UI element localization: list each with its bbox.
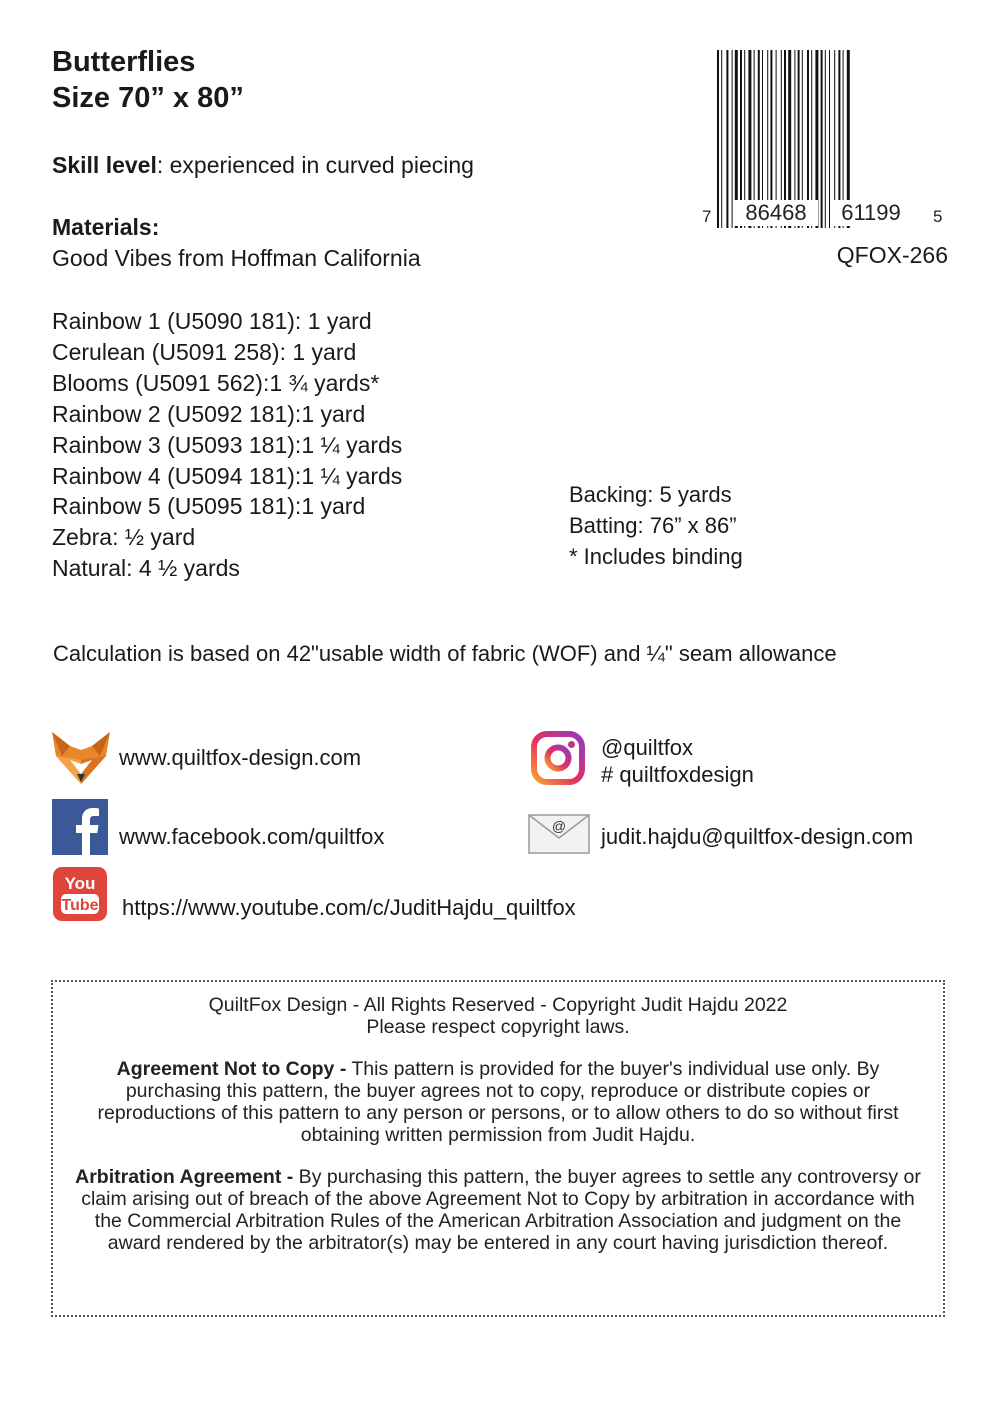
fabric-item: Blooms (U5091 562):1 ¾ yards*	[52, 369, 380, 396]
agreement-not-to-copy	[71, 1058, 925, 1146]
barcode-bar	[821, 50, 823, 228]
fabric-item: Rainbow 2 (U5092 181):1 yard	[52, 400, 366, 427]
instagram-hashtag[interactable]: # quiltfoxdesign	[601, 762, 754, 787]
barcode-group-two: 61199	[841, 200, 901, 225]
barcode	[700, 48, 948, 238]
instagram-handle[interactable]: @quiltfox	[601, 735, 694, 760]
barcode-bar	[732, 50, 733, 228]
fox-logo-icon	[52, 730, 108, 786]
barcode-bar	[721, 50, 722, 228]
barcode-bar	[825, 50, 826, 228]
barcode-bar	[829, 50, 830, 228]
barcode-digit-right: 5	[933, 207, 943, 226]
barcode-graphic	[700, 48, 948, 238]
website-link[interactable]: www.quiltfox-design.com	[119, 745, 362, 770]
product-sku: QFOX-266	[836, 242, 948, 268]
arbitration-text: By purchasing this pattern, the buyer agrees to settle any controversy or claim arising out of breach of the above Agreement Not to Copy by arbitration in accordance with the Commercial Arbitration Rules of the American Arbitration Association and judgment on the award rendered by the arbitrator(s) may be entered in any court having jurisdiction thereof.	[81, 1166, 921, 1254]
calculation-note: Calculation is based on 42"usable width of fabric (WOF) and ¼" seam allowance	[53, 641, 837, 666]
copyright-line: QuiltFox Design - All Rights Reserved - Copyright Judit Hajdu 2022	[208, 994, 788, 1016]
barcode-bar	[726, 50, 728, 228]
fabric-item: Natural: 4 ½ yards	[52, 555, 240, 582]
materials-heading: Materials:	[52, 214, 160, 240]
barcode-digit-left: 7	[702, 207, 712, 226]
email-icon	[528, 814, 590, 854]
skill-level-label: Skill level	[52, 152, 157, 178]
barcode-bar	[717, 50, 719, 228]
binding-note: * Includes binding	[569, 543, 743, 569]
skill-level-value: : experienced in curved piecing	[156, 152, 474, 178]
youtube-icon-top-text: You	[64, 874, 96, 893]
pattern-title: Butterflies	[52, 46, 196, 78]
backing-note: Backing: 5 yards	[569, 482, 732, 507]
copyright-respect-line: Please respect copyright laws.	[366, 1016, 630, 1038]
backing-batting-notes	[569, 480, 743, 573]
arbitration-agreement	[71, 1166, 925, 1254]
facebook-link[interactable]: www.facebook.com/quiltfox	[119, 824, 385, 849]
skill-level	[52, 152, 474, 179]
pattern-title-block	[52, 44, 244, 116]
fabric-item: Rainbow 3 (U5093 181):1 ¼ yards	[52, 431, 403, 458]
fabric-item: Zebra: ½ yard	[52, 524, 196, 551]
fabric-item: Cerulean (U5091 258): 1 yard	[52, 338, 357, 365]
barcode-group-one: 86468	[745, 200, 807, 225]
copyright-notice-box	[51, 980, 945, 1317]
email-link[interactable]: judit.hajdu@quiltfox-design.com	[601, 824, 914, 849]
pattern-size: Size 70” x 80”	[52, 82, 244, 114]
fabric-item: Rainbow 5 (U5095 181):1 yard	[52, 493, 366, 520]
arbitration-title: Arbitration Agreement -	[75, 1166, 294, 1188]
fabric-list	[52, 306, 402, 584]
fabric-item: Rainbow 4 (U5094 181):1 ¼ yards	[52, 462, 403, 489]
youtube-icon-bottom-text: Tube	[61, 897, 99, 914]
fabric-collection: Good Vibes from Hoffman California	[52, 245, 421, 271]
agreement-title: Agreement Not to Copy -	[116, 1058, 347, 1080]
email-icon-symbol: @	[551, 818, 567, 834]
instagram-icon	[530, 730, 586, 786]
fabric-item: Rainbow 1 (U5090 181): 1 yard	[52, 308, 372, 334]
youtube-icon	[52, 866, 108, 922]
youtube-link[interactable]: https://www.youtube.com/c/JuditHajdu_quiltfox	[122, 895, 576, 920]
facebook-icon	[52, 799, 108, 855]
agreement-text: This pattern is provided for the buyer's individual use only. By purchasing this pattern, the buyer agrees not to copy, reproduce or distribute copies or reproductions of this pattern to any person or persons, or to allow others to do so without first obtaining written permission from Judit Hajdu.	[97, 1058, 899, 1146]
batting-note: Batting: 76” x 86”	[569, 512, 737, 538]
